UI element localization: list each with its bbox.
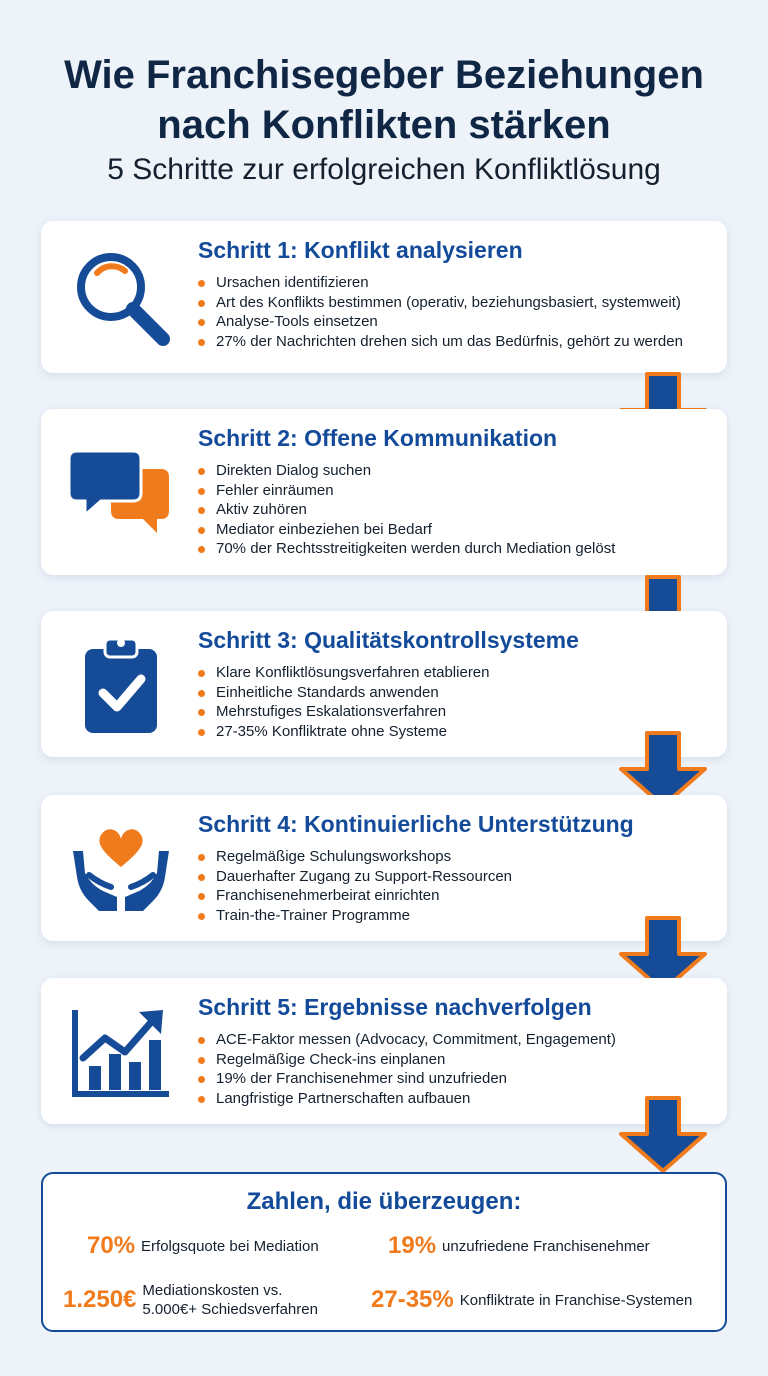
step-3-title: Schritt 3: Qualitätskontrollsysteme (198, 627, 579, 653)
title-line-2: nach Konflikten stärken (157, 103, 611, 147)
step-1-title: Schritt 1: Konflikt analysieren (198, 237, 523, 263)
step-1-list (198, 273, 683, 351)
list-item: Langfristige Partnerschaften aufbauen (198, 1089, 616, 1109)
stats-title: Zahlen, die überzeugen: (246, 1188, 522, 1215)
list-item: Aktiv zuhören (198, 500, 615, 520)
page-subtitle: 5 Schritte zur erfolgreichen Konfliktlösung (107, 153, 661, 186)
stat-mediation-cost (63, 1278, 318, 1322)
stat-label-line: 5.000€+ Schiedsverfahren (142, 1301, 318, 1318)
step-card-1 (41, 221, 727, 373)
list-item: Regelmäßige Check-ins einplanen (198, 1050, 616, 1070)
clipboard-check-icon (67, 631, 175, 739)
list-item: Dauerhafter Zugang zu Support-Ressourcen (198, 867, 512, 887)
hands-heart-icon (67, 813, 175, 921)
page-title (0, 50, 768, 150)
list-item: Direkten Dialog suchen (198, 461, 615, 481)
speech-bubbles-icon (67, 437, 175, 545)
step-3-list (198, 663, 490, 741)
stat-unsatisfied (388, 1224, 650, 1268)
list-item: Regelmäßige Schulungsworkshops (198, 847, 512, 867)
stat-value: 19% (388, 1232, 437, 1259)
list-item: Analyse-Tools einsetzen (198, 312, 683, 332)
stat-value: 27-35% (371, 1286, 454, 1313)
step-5-list (198, 1030, 616, 1108)
list-item: Klare Konfliktlösungsverfahren etablieren (198, 663, 490, 683)
magnifier-icon (67, 243, 175, 351)
step-card-2 (41, 409, 727, 575)
list-item: Franchisenehmerbeirat einrichten (198, 886, 512, 906)
list-item: Train-the-Trainer Programme (198, 906, 512, 926)
arrow-down-icon (617, 1096, 709, 1174)
list-item: 27% der Nachrichten drehen sich um das Bedürfnis, gehört zu werden (198, 332, 683, 352)
list-item: 27-35% Konfliktrate ohne Systeme (198, 722, 490, 742)
step-2-list (198, 461, 615, 559)
list-item: Mediator einbeziehen bei Bedarf (198, 520, 615, 540)
stat-label: Konfliktrate in Franchise-Systemen (459, 1291, 693, 1309)
stat-label: unzufriedene Franchisenehmer (442, 1237, 650, 1255)
step-4-list (198, 847, 512, 925)
list-item: Art des Konflikts bestimmen (operativ, beziehungsbasiert, systemweit) (198, 293, 683, 313)
growth-chart-icon (67, 996, 175, 1104)
list-item: Mehrstufiges Eskalationsverfahren (198, 702, 490, 722)
stat-value: 70% (87, 1232, 136, 1259)
list-item: 19% der Franchisenehmer sind unzufrieden (198, 1069, 616, 1089)
stat-label-line: Mediationskosten vs. (142, 1282, 283, 1299)
step-5-title: Schritt 5: Ergebnisse nachverfolgen (198, 994, 592, 1020)
stats-box (41, 1172, 727, 1332)
stat-value: 1.250€ (63, 1286, 137, 1313)
list-item: Ursachen identifizieren (198, 273, 683, 293)
step-4-title: Schritt 4: Kontinuierliche Unterstützung (198, 811, 634, 837)
title-line-1: Wie Franchisegeber Beziehungen (64, 53, 704, 97)
step-2-title: Schritt 2: Offene Kommunikation (198, 425, 558, 451)
list-item: Fehler einräumen (198, 481, 615, 501)
list-item: Einheitliche Standards anwenden (198, 683, 490, 703)
stat-conflict-rate (371, 1278, 692, 1322)
stat-mediation-success (87, 1224, 319, 1268)
list-item: ACE-Faktor messen (Advocacy, Commitment, Engagement) (198, 1030, 616, 1050)
stat-label: Erfolgsquote bei Mediation (141, 1237, 319, 1255)
list-item: 70% der Rechtsstreitigkeiten werden durch Mediation gelöst (198, 539, 615, 559)
stat-label (142, 1281, 318, 1319)
